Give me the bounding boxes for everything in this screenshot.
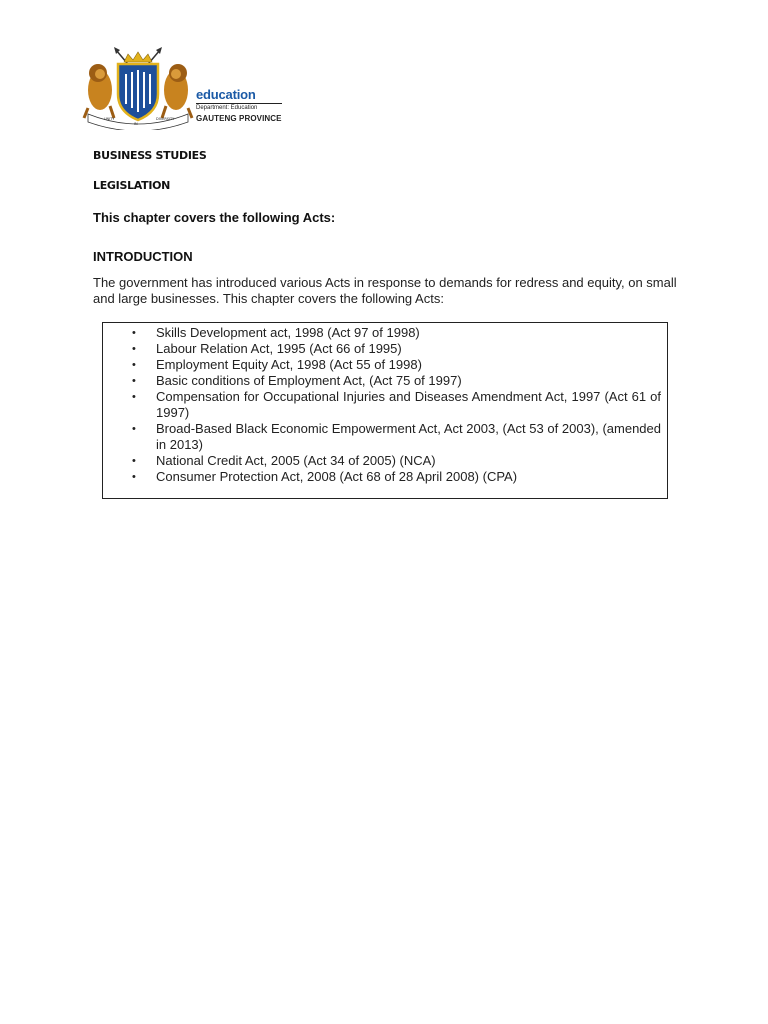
acts-box (102, 322, 668, 499)
act-text: Skills Development act, 1998 (Act 97 of 1998) (156, 325, 420, 340)
act-item (103, 453, 667, 469)
bullet-icon: • (132, 471, 136, 483)
gauteng-education-logo (80, 46, 290, 130)
act-item (103, 389, 667, 421)
coat-of-arms-icon (80, 46, 196, 130)
act-item (103, 421, 667, 453)
act-text: Labour Relation Act, 1995 (Act 66 of 1995) (156, 341, 402, 356)
act-text: Employment Equity Act, 1998 (Act 55 of 1998) (156, 357, 422, 372)
bullet-icon: • (132, 455, 136, 467)
act-text: Consumer Protection Act, 2008 (Act 68 of 28 April 2008) (CPA) (156, 469, 518, 484)
acts-list (103, 325, 667, 485)
bullet-icon: • (132, 327, 136, 339)
act-text: Broad-Based Black Economic Empowerment Act, Act 2003, (Act 53 of 2003), (amended in 2013) (156, 421, 661, 452)
topic-heading: LEGISLATION (93, 179, 171, 192)
chapter-covers-heading: This chapter covers the following Acts: (93, 210, 336, 225)
bullet-icon: • (132, 423, 136, 435)
motto-word-3: DIVERSITY (156, 117, 175, 121)
subject-heading: BUSINESS STUDIES (93, 149, 207, 162)
bullet-icon: • (132, 391, 136, 403)
bullet-icon: • (132, 359, 136, 371)
introduction-heading: INTRODUCTION (93, 249, 193, 264)
motto-word-1: UNITY (104, 117, 115, 121)
bullet-icon: • (132, 343, 136, 355)
introduction-paragraph: The government has introduced various Acts in response to demands for redress and equity, on small and large businesses. This chapter covers the following Acts: (93, 275, 677, 306)
act-item (103, 325, 667, 341)
act-text: Basic conditions of Employment Act, (Act 75 of 1997) (156, 373, 462, 388)
motto-word-2: IN (134, 122, 138, 126)
act-item (103, 341, 667, 357)
logo-province: GAUTENG PROVINCE (196, 114, 282, 123)
act-text: Compensation for Occupational Injuries and Diseases Amendment Act, 1997 (Act 61 of 1997) (156, 389, 661, 420)
act-item (103, 373, 667, 389)
logo-wordmark: education (196, 87, 256, 102)
bullet-icon: • (132, 375, 136, 387)
logo-department: Department: Education (196, 105, 258, 111)
logo-divider (196, 103, 282, 104)
act-item (103, 469, 667, 485)
act-text: National Credit Act, 2005 (Act 34 of 2005) (NCA) (156, 453, 436, 468)
act-item (103, 357, 667, 373)
